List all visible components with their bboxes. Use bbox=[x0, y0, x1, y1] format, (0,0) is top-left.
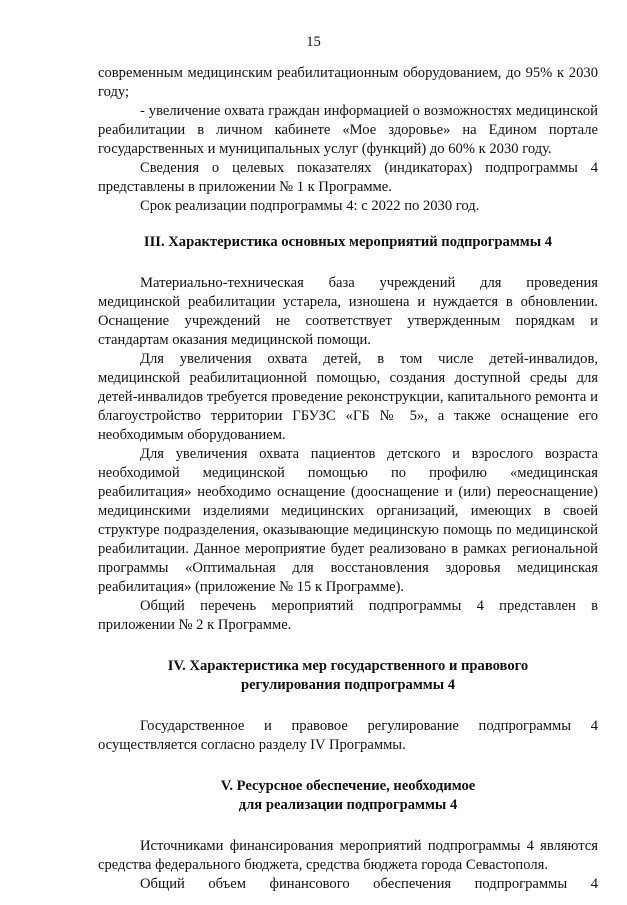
paragraph-funding-sources: Источниками финансирования мероприятий подпрограммы 4 являются средства федерального бюджета, средства бюджета города Севастополя. bbox=[98, 838, 598, 873]
paragraph-term: Срок реализации подпрограммы 4: с 2022 по 2030 год. bbox=[140, 198, 480, 214]
section-heading-v: V. Ресурсное обеспечение, необходимое для реализации подпрограммы 4 bbox=[220, 778, 476, 813]
section-heading-iv: IV. Характеристика мер государственного и правового регулирования подпрограммы 4 bbox=[167, 658, 529, 693]
paragraph-children-coverage: Для увеличения охвата детей, в том числе детей-инвалидов, медицинской реабилитационной помощью, создания доступной среды для детей-инвалидов требуется проведение реконструкции, капитального ремонта и благоустройство территории ГБУЗС «ГБ № 5», а также оснащение его необходимым оборудованием. bbox=[98, 351, 598, 443]
paragraph-regulation: Государственное и правовое регулирование подпрограммы 4 осуществляется согласно разделу IV Программы. bbox=[98, 718, 598, 753]
paragraph-material-base: Материально-техническая база учреждений для проведения медицинской реабилитации устарела, изношена и нуждается в обновлении. Оснащение учреждений не соответствует утвержденным порядкам и стандартам оказания медицинской помощи. bbox=[98, 275, 598, 348]
paragraph-continuation: современным медицинским реабилитационным оборудованием, до 95% к 2030 году; bbox=[98, 65, 598, 100]
document-body bbox=[98, 64, 598, 894]
paragraph-indicators: Сведения о целевых показателях (индикаторах) подпрограммы 4 представлены в приложении № 1 к Программе. bbox=[98, 160, 598, 195]
paragraph-bullet-portal: - увеличение охвата граждан информацией о возможностях медицинской реабилитации в личном кабинете «Мое здоровье» на Едином портале государственных и муниципальных услуг (функций) до 60% к 2030 году. bbox=[98, 103, 598, 157]
paragraph-patients-coverage: Для увеличения охвата пациентов детского и взрослого возраста необходимой медицинской помощью по профилю «медицинская реабилитация» необходимо оснащение (дооснащение и (или) переоснащение) медицинскими изделиями медицинских организаций, имеющих в своей структуре подразделения, оказывающие медицинскую помощь по медицинской реабилитации. Данное мероприятие будет реализовано в рамках региональной программы «Оптимальная для восстановления здоровья медицинская реабилитация» (приложение № 15 к Программе). bbox=[98, 446, 598, 595]
page-number: 15 bbox=[306, 34, 321, 50]
section-heading-iii: III. Характеристика основных мероприятий подпрограммы 4 bbox=[143, 234, 553, 250]
paragraph-measures-list: Общий перечень мероприятий подпрограммы 4 представлен в приложении № 2 к Программе. bbox=[98, 598, 598, 633]
paragraph-funding-volume: Общий объем финансового обеспечения подпрограммы 4 bbox=[140, 876, 598, 892]
